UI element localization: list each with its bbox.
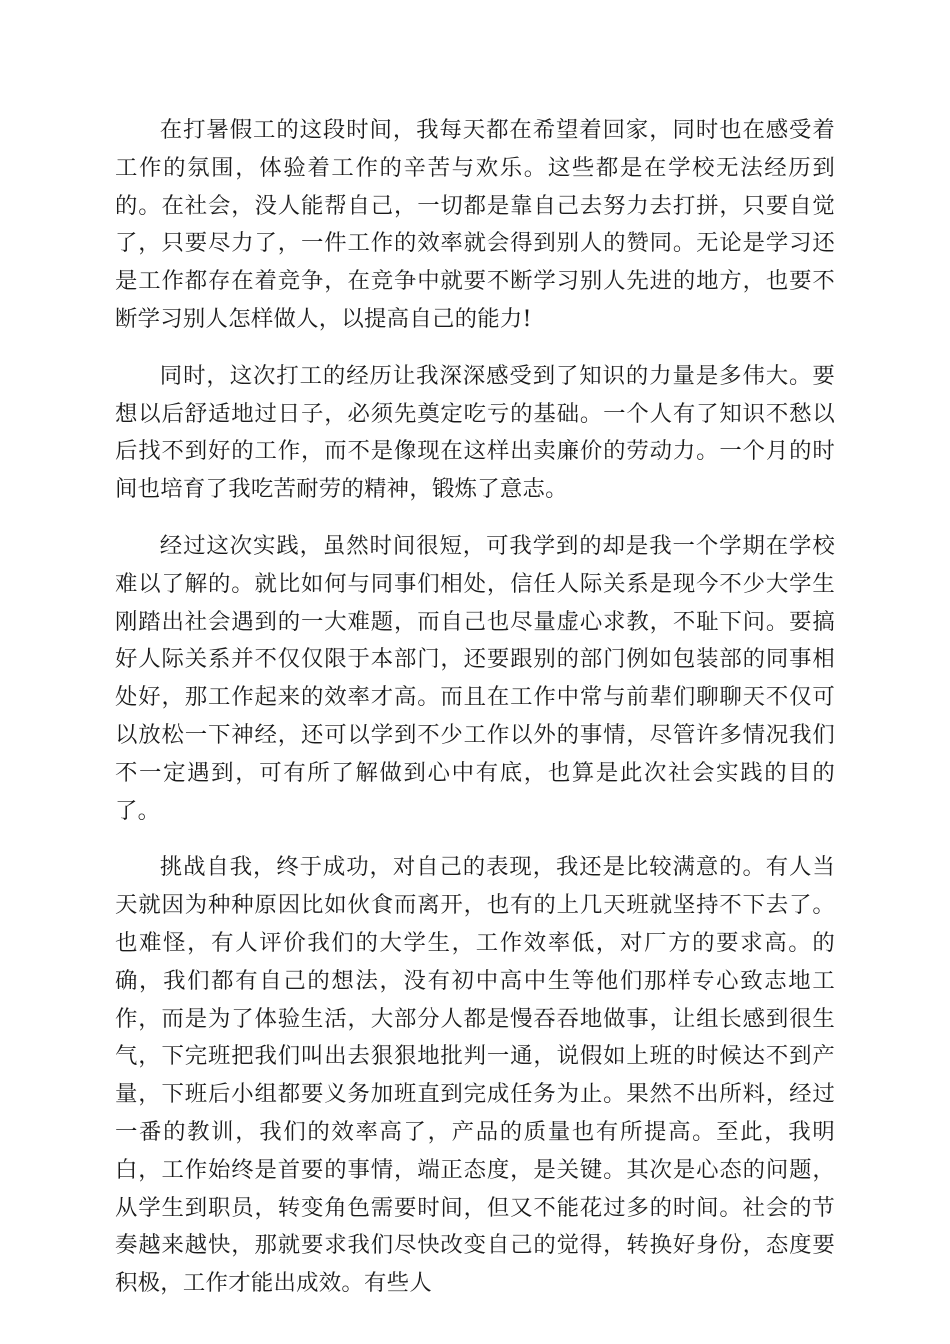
document-body	[115, 112, 835, 1322]
paragraph-4: 挑战自我，终于成功，对自己的表现，我还是比较满意的。有人当天就因为种种原因比如伙食而离开，也有的上几天班就坚持不下去了。也难怪，有人评价我们的大学生，工作效率低，对厂方的要求高。的确，我们都有自己的想法，没有初中高中生等他们那样专心致志地工作，而是为了体验生活，大部分人都是慢吞吞地做事，让组长感到很生气，下完班把我们叫出去狠狠地批判一通，说假如上班的时候达不到产量，下班后小组都要义务加班直到完成任务为止。果然不出所料，经过一番的教训，我们的效率高了，产品的质量也有所提高。至此，我明白，工作始终是首要的事情，端正态度，是关键。其次是心态的问题，从学生到职员，转变角色需要时间，但又不能花过多的时间。社会的节奏越来越快，那就要求我们尽快改变自己的觉得，转换好身份，态度要积极，工作才能出成效。有些人	[115, 854, 835, 1297]
paragraph-1: 在打暑假工的这段时间，我每天都在希望着回家，同时也在感受着工作的氛围，体验着工作的辛苦与欢乐。这些都是在学校无法经历到的。在社会，没人能帮自己，一切都是靠自己去努力去打拼，只要自觉了，只要尽力了，一件工作的效率就会得到别人的赞同。无论是学习还是工作都存在着竞争，在竞争中就要不断学习别人先进的地方，也要不断学习别人怎样做人，以提高自己的能力!	[115, 117, 835, 332]
paragraph-3: 经过这次实践，虽然时间很短，可我学到的却是我一个学期在学校难以了解的。就比如何与同事们相处，信任人际关系是现今不少大学生刚踏出社会遇到的一大难题，而自己也尽量虚心求教，不耻下问。要搞好人际关系并不仅仅限于本部门，还要跟别的部门例如包装部的同事相处好，那工作起来的效率才高。而且在工作中常与前辈们聊聊天不仅可以放松一下神经，还可以学到不少工作以外的事情，尽管许多情况我们不一定遇到，可有所了解做到心中有底，也算是此次社会实践的目的了。	[115, 532, 835, 824]
paragraph-2: 同时，这次打工的经历让我深深感受到了知识的力量是多伟大。要想以后舒适地过日子，必须先奠定吃亏的基础。一个人有了知识不愁以后找不到好的工作，而不是像现在这样出卖廉价的劳动力。一个月的时间也培育了我吃苦耐劳的精神，锻炼了意志。	[115, 362, 835, 503]
